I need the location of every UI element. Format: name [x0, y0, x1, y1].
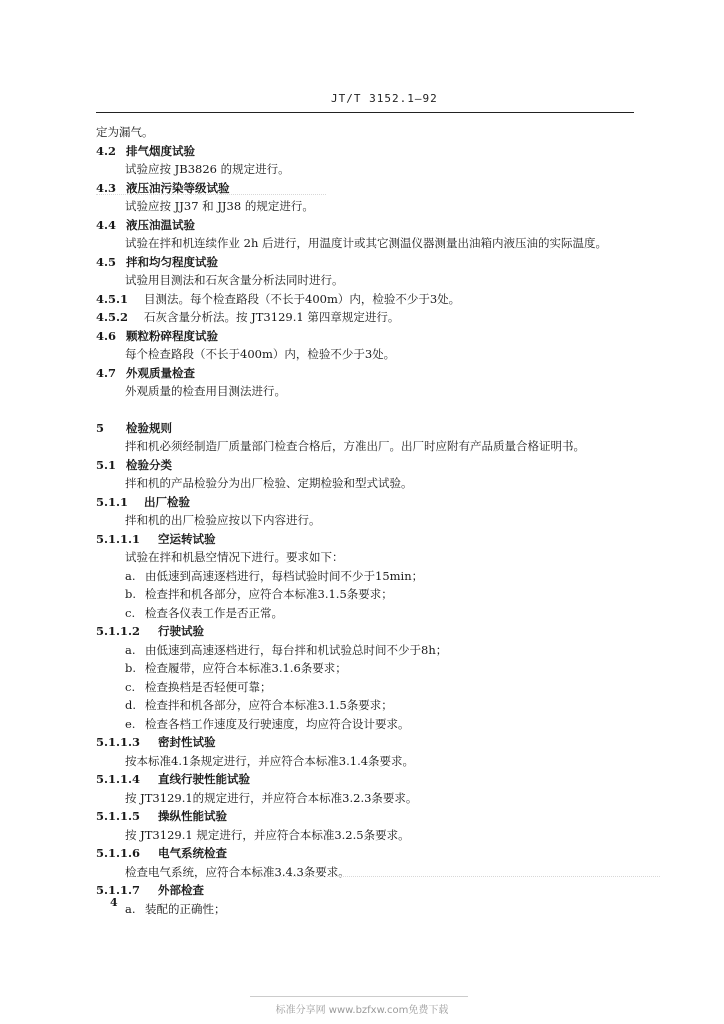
body-text: 试验在拌和机连续作业 2h 后进行，用温度计或其它测温仪器测量出油箱内液压油的实际温度。 [125, 236, 608, 250]
section-number: 4.6 [96, 328, 117, 343]
list-item-text: 检查拌和机各部分，应符合本标准3.1.5条要求； [145, 698, 393, 712]
section-heading [96, 253, 656, 272]
section-heading [96, 364, 656, 383]
standard-code-header: JT/T 3152.1—92 [331, 92, 438, 105]
list-item [96, 659, 656, 678]
dotted-line-lower [260, 876, 660, 877]
section-title: 空运转试验 [158, 531, 216, 546]
section-number: 4.2 [96, 143, 117, 158]
list-item-letter: c. [125, 679, 136, 694]
section-title: 直线行驶性能试验 [158, 772, 250, 786]
section-title: 操纵性能试验 [158, 809, 227, 823]
header-rule [96, 112, 634, 113]
body-text: 拌和机的出厂检验应按以下内容进行。 [125, 513, 321, 527]
body-text: 试验用目测法和石灰含量分析法同时进行。 [125, 273, 344, 287]
section-heading [96, 456, 656, 475]
body-text: 试验应按 JB3826 的规定进行。 [125, 162, 290, 176]
body-text: 拌和机的产品检验分为出厂检验、定期检验和型式试验。 [125, 476, 413, 490]
section-number: 4.4 [96, 217, 117, 232]
section-number: 4.3 [96, 180, 117, 195]
section-title: 液压油温试验 [126, 217, 195, 232]
section-heading [96, 308, 656, 327]
section-number: 4.7 [96, 365, 117, 380]
section-title: 排气烟度试验 [126, 143, 195, 158]
section-title: 密封性试验 [158, 735, 216, 749]
list-item [96, 900, 656, 919]
document-body [96, 123, 656, 918]
list-item-text: 检查换档是否轻便可靠； [145, 679, 272, 694]
page-number: 4 [110, 896, 118, 909]
section-text: 石灰含量分析法。按 JT3129.1 第四章规定进行。 [144, 310, 400, 324]
section-title: 颗粒粉碎程度试验 [126, 328, 218, 343]
section-number: 5.1.1.1 [96, 531, 141, 546]
section-heading [96, 290, 656, 309]
section-title: 行驶试验 [158, 624, 204, 638]
section-heading [96, 419, 656, 438]
section-heading [96, 807, 656, 826]
list-item-text: 检查各仪表工作是否正常。 [145, 605, 283, 620]
section-heading [96, 216, 656, 235]
list-item-text: 检查拌和机各部分，应符合本标准3.1.5条要求； [145, 587, 393, 601]
list-item [96, 641, 656, 660]
section-title: 外观质量检查 [126, 365, 195, 380]
body-text: 按本标准4.1条规定进行，并应符合本标准3.1.4条要求。 [125, 753, 415, 768]
footer-rule [250, 996, 468, 997]
body-text: 定为漏气。 [96, 125, 154, 139]
list-item-letter: b. [125, 587, 137, 601]
section-heading [96, 733, 656, 752]
list-item [96, 567, 656, 586]
section-heading [96, 770, 656, 789]
section-number: 5.1.1 [96, 494, 129, 509]
section-number: 5.1.1.7 [96, 883, 141, 897]
body-text: 按 JT3129.1的规定进行，并应符合本标准3.2.3条要求。 [125, 790, 418, 805]
section-heading [96, 142, 656, 161]
section-title: 拌和均匀程度试验 [126, 254, 218, 269]
list-item-letter: a. [125, 642, 136, 657]
section-title: 检验规则 [126, 420, 172, 435]
section-title: 检验分类 [126, 457, 172, 472]
list-item-letter: a. [125, 568, 136, 583]
section-text: 目测法。每个检查路段（不长于400m）内，检验不少于3处。 [144, 291, 461, 306]
section-number: 5.1.1.2 [96, 624, 141, 638]
dotted-line-upper [96, 194, 326, 195]
list-item-letter: a. [125, 901, 136, 916]
body-text: 检查电气系统，应符合本标准3.4.3条要求。 [125, 864, 350, 879]
section-title: 外部检查 [158, 883, 204, 897]
list-item-text: 检查各档工作速度及行驶速度，均应符合设计要求。 [145, 716, 410, 731]
section-heading [96, 622, 656, 641]
section-heading [96, 327, 656, 346]
list-item-text: 由低速到高速逐档进行，每台拌和机试验总时间不少于8h； [145, 642, 448, 657]
section-title: 电气系统检查 [158, 846, 227, 860]
section-number: 4.5 [96, 254, 117, 269]
footer-watermark: 标准分享网 www.bzfxw.com免费下载 [275, 1005, 449, 1016]
section-heading [96, 530, 656, 549]
list-item-letter: c. [125, 605, 136, 620]
body-text: 外观质量的检查用目测法进行。 [125, 384, 286, 398]
list-item-letter: e. [125, 716, 136, 731]
section-number: 5.1.1.6 [96, 846, 141, 860]
body-text: 拌和机必须经制造厂质量部门检查合格后，方准出厂。出厂时应附有产品质量合格证明书。 [125, 439, 585, 453]
list-item-text: 由低速到高速逐档进行，每档试验时间不少于15min； [145, 568, 424, 583]
list-item [96, 715, 656, 734]
section-heading [96, 844, 656, 863]
list-item-text: 检查履带，应符合本标准3.1.6条要求； [145, 661, 347, 675]
section-number: 5.1 [96, 457, 117, 472]
section-number: 5.1.1.3 [96, 735, 141, 749]
section-heading [96, 881, 656, 900]
list-item-text: 装配的正确性； [145, 901, 226, 916]
section-title: 出厂检验 [144, 494, 190, 509]
body-text: 按 JT3129.1 规定进行，并应符合本标准3.2.5条要求。 [125, 827, 410, 842]
body-text: 每个检查路段（不长于400m）内，检验不少于3处。 [125, 347, 396, 361]
list-item-letter: b. [125, 661, 137, 675]
list-item [96, 604, 656, 623]
section-number: 4.5.1 [96, 291, 129, 306]
list-item [96, 585, 656, 604]
section-number: 5 [96, 420, 105, 435]
list-item-letter: d. [125, 698, 137, 712]
list-item [96, 678, 656, 697]
section-number: 5.1.1.4 [96, 772, 141, 786]
body-text: 试验应按 JJ37 和 JJ38 的规定进行。 [125, 199, 314, 213]
section-heading [96, 493, 656, 512]
body-text: 试验在拌和机悬空情况下进行。要求如下： [125, 550, 344, 564]
section-title: 液压油污染等级试验 [126, 180, 230, 195]
section-gap [96, 401, 656, 419]
section-number: 5.1.1.5 [96, 809, 141, 823]
list-item [96, 696, 656, 715]
section-number: 4.5.2 [96, 310, 129, 324]
